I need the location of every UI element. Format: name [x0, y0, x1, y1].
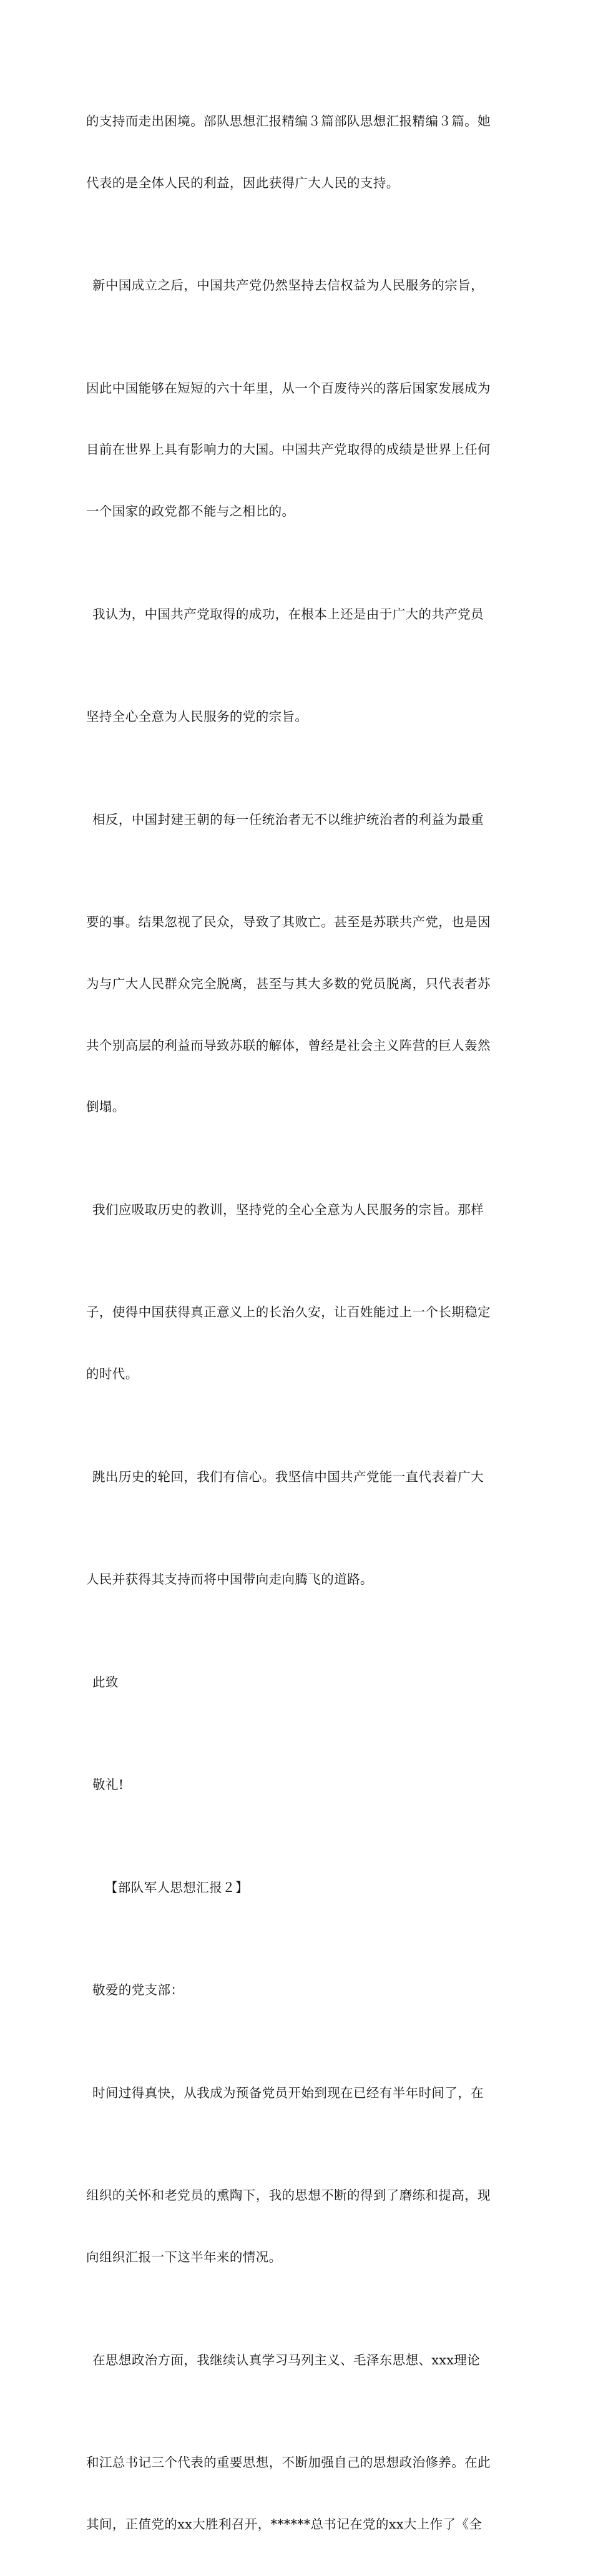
text-line: 时间过得真快，从我成为预备党员开始到现在已经有半年时间了，在: [92, 2085, 484, 2100]
paragraph-4: [86, 768, 512, 871]
text-line: 共个别高层的利益而导致苏联的解体，曾经是社会主义阵营的巨人轰然: [86, 1037, 491, 1053]
text-line: 相反，中国封建王朝的每一任统治者无不以维护统治者的利益为最重: [92, 811, 484, 827]
greeting: [86, 1939, 512, 2042]
text-line: 坚持全心全意为人民服务的党的宗旨。: [86, 709, 308, 725]
paragraph-3: [86, 563, 512, 666]
paragraph-3-cont: [86, 665, 512, 768]
paragraph-11: [86, 2042, 512, 2145]
text-line: 为与广大人民群众完全脱离，甚至与其大多数的党员脱离，只代表者苏: [86, 976, 491, 991]
text-line: 要的事。结果忽视了民众，导致了其败亡。甚至是苏联共产党，也是因: [86, 914, 491, 930]
paragraph-11-cont: [86, 2145, 512, 2309]
paragraph-12-cont: [86, 2411, 512, 2575]
text-line: 跳出历史的轮回，我们有信心。我坚信中国共产党能一直代表着广大: [92, 1469, 484, 1484]
heading-text: 【部队军人思想汇报２】: [105, 1879, 248, 1895]
document-body: [86, 70, 512, 2576]
closing-salutation: [86, 1631, 512, 1734]
paragraph-6-cont: [86, 1528, 512, 1631]
text-line: 因此中国能够在短短的六十年里，从一个百废待兴的落后国家发展成为: [86, 380, 491, 396]
section-heading: [86, 1836, 512, 1939]
text-line: 和江总书记三个代表的重要思想，不断加强自己的思想政治修养。在此: [86, 2455, 491, 2471]
text-line: 目前在世界上具有影响力的大国。中国共产党取得的成绩是世界上任何: [86, 442, 491, 458]
paragraph-1: [86, 70, 512, 234]
text-line: 倒塌。: [86, 1099, 125, 1115]
text-line: 此致: [92, 1674, 119, 1690]
text-line: 的时代。: [86, 1366, 139, 1382]
paragraph-6: [86, 1426, 512, 1529]
closing-regards: [86, 1733, 512, 1836]
text-line: 我们应吸取历史的教训，坚持党的全心全意为人民服务的宗旨。那样: [92, 1202, 484, 1217]
text-line: 代表的是全体人民的利益，因此获得广大人民的支持。: [86, 175, 399, 190]
text-line: 敬爱的党支部：: [92, 1982, 184, 1998]
text-line: 子，使得中国获得真正意义上的长治久安，让百姓能过上一个长期稳定: [86, 1305, 491, 1320]
text-line: 的支持而走出困境。部队思想汇报精编３篇部队思想汇报精编３篇。她: [86, 113, 491, 129]
paragraph-4-cont: [86, 871, 512, 1158]
paragraph-5: [86, 1158, 512, 1261]
text-line: 在思想政治方面，我继续认真学习马列主义、毛泽东思想、xxx理论: [92, 2352, 481, 2368]
text-line: 人民并获得其支持而将中国带向走向腾飞的道路。: [86, 1572, 373, 1587]
text-line: 其间，正值党的xx大胜利召开，******总书记在党的xx大上作了《全: [86, 2516, 483, 2532]
text-line: 新中国成立之后，中国共产党仍然坚持去信权益为人民服务的宗旨，: [92, 278, 484, 293]
paragraph-12: [86, 2309, 512, 2412]
text-line: 敬礼!: [92, 1777, 124, 1793]
paragraph-2: [86, 234, 512, 337]
text-line: 组织的关怀和老党员的熏陶下，我的思想不断的得到了磨练和提高，现: [86, 2188, 491, 2203]
text-line: 我认为，中国共产党取得的成功，在根本上还是由于广大的共产党员: [92, 606, 484, 622]
paragraph-5-cont: [86, 1261, 512, 1426]
text-line: 一个国家的政党都不能与之相比的。: [86, 504, 295, 519]
text-line: 向组织汇报一下这半年来的情况。: [86, 2250, 282, 2265]
paragraph-2-cont: [86, 337, 512, 563]
